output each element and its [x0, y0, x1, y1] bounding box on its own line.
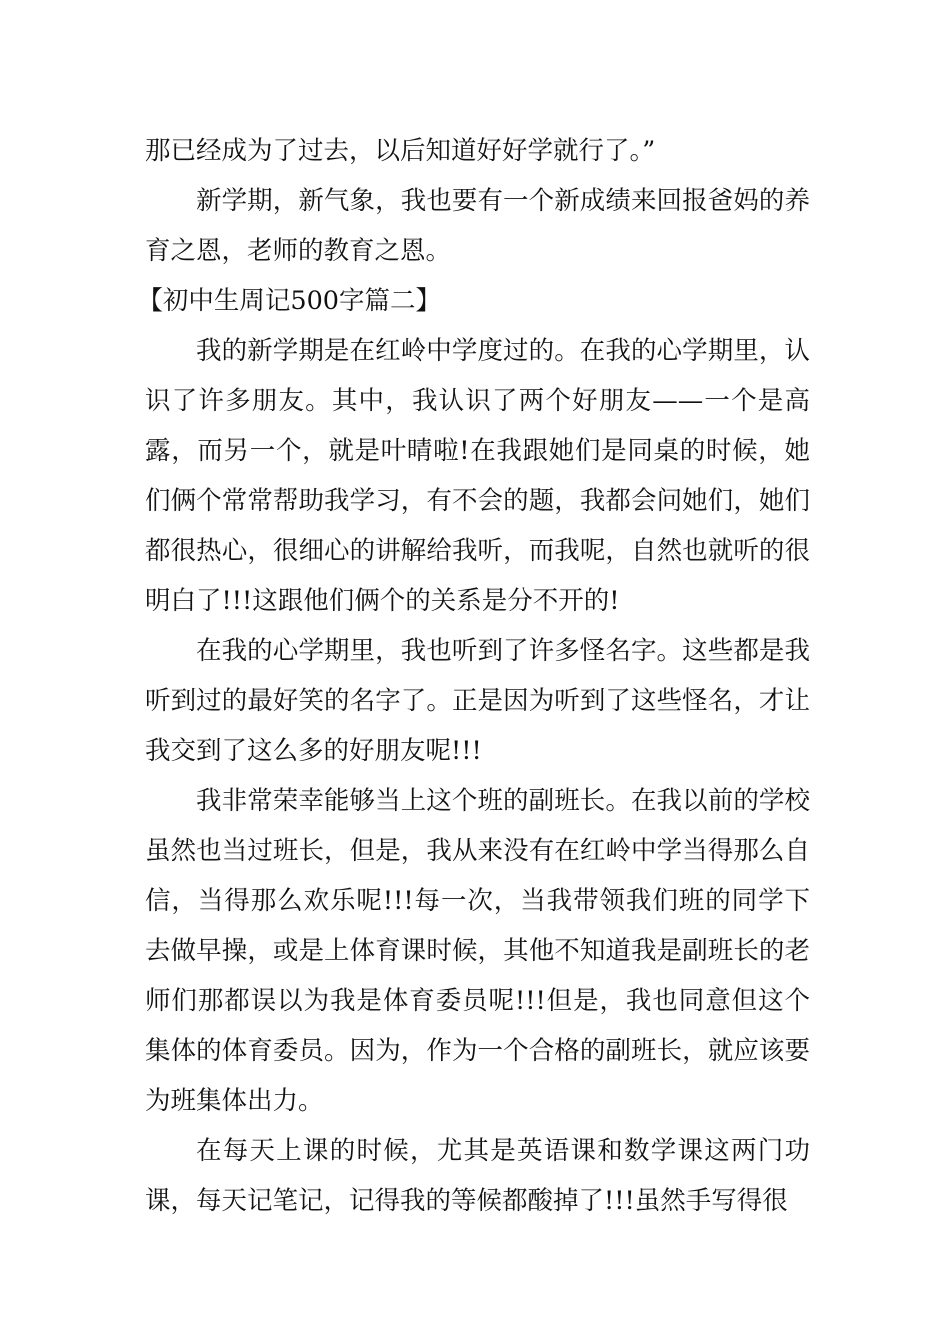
- paragraph: 在我的心学期里，我也听到了许多怪名字。这些都是我听到过的最好笑的名字了。正是因为听到了这些怪名，才让我交到了这么多的好朋友呢!!!: [145, 636, 810, 766]
- paragraph: 在每天上课的时候，尤其是英语课和数学课这两门功课，每天记笔记，记得我的等候都酸掉了!!!虽然手写得很: [145, 1136, 810, 1216]
- paragraph: 我非常荣幸能够当上这个班的副班长。在我以前的学校虽然也当过班长，但是，我从来没有在红岭中学当得那么自信，当得那么欢乐呢!!!每一次，当我带领我们班的同学下去做早操，或是上体育课时候，其他不知道我是副班长的老师们那都误以为我是体育委员呢!!!但是，我也同意但这个集体的体育委员。因为，作为一个合格的副班长，就应该要为班集体出力。: [145, 786, 810, 1116]
- document-body: [137, 126, 810, 1226]
- paragraph-continuation: 那已经成为了过去，以后知道好好学就行了。”: [145, 136, 656, 166]
- paragraph: 新学期，新气象，我也要有一个新成绩来回报爸妈的养育之恩，老师的教育之恩。: [145, 186, 810, 266]
- paragraph: 我的新学期是在红岭中学度过的。在我的心学期里，认识了许多朋友。其中，我认识了两个好朋友——一个是高露，而另一个，就是叶晴啦!在我跟她们是同桌的时候，她们俩个常常帮助我学习，有不会的题，我都会问她们，她们都很热心，很细心的讲解给我听，而我呢，自然也就听的很明白了!!!这跟他们俩个的关系是分不开的!: [145, 336, 810, 616]
- section-heading: 【初中生周记500字篇二】: [137, 286, 442, 316]
